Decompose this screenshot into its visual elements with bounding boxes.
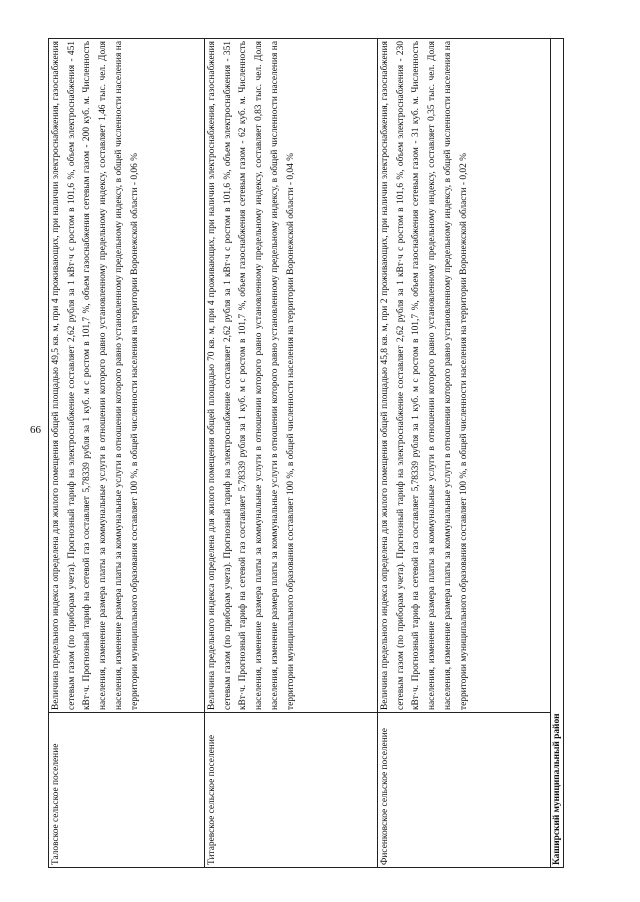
page-number: 66 (30, 424, 41, 436)
rotated-table (48, 38, 594, 868)
settlement-name: Фисенковское сельское поселение (378, 713, 551, 868)
index-description: Величина предельного индекса определена для жилого помещения общей площадью 49,5 кв. м, при 4 проживающих, при наличии электроснабжения, газоснабжения сетевым газом (по приборам учета). Прогнозный тариф на электроснабжение составляет 2,62 рубля за 1 кВт·ч с ростом в 101,6 %, объем электроснабжения - 451 кВт·ч. Прогнозный тариф на сетевой газ составляет 5,78339 рубля за 1 куб. м с ростом в 101,7 %, объем газоснабжения сетевым газом - 200 куб. м. Численность населения, изменение размера платы за коммунальные услуги в отношении которого равно установленному предельному индексу, составляет 1,46 тыс. чел. Доля населения, изменение размера платы за коммунальные услуги в отношении которого равно установленному предельному индексу, в общей численности населения на территории муниципального образования составляет 100 %, в общей численности населения на территории Воронежской области - 0,06 % (49, 39, 205, 713)
index-description: Величина предельного индекса определена для жилого помещения общей площадью 70 кв. м, при 4 проживающих, при наличии электроснабжения, газоснабжения сетевым газом (по приборам учета). Прогнозный тариф на электроснабжение составляет 2,62 рубля за 1 кВт·ч с ростом в 101,6 %, объем электроснабжения - 351 кВт·ч. Прогнозный тариф на сетевой газ составляет 5,78339 рубля за 1 куб. м с ростом в 101,7 %, объем газоснабжения сетевым газом - 62 куб. м. Численность населения, изменение размера платы за коммунальные услуги в отношении которого равно установленному предельному индексу, составляет 0,83 тыс. чел. Доля населения, изменение размера платы за коммунальные услуги в отношении которого равно установленному предельному индексу, в общей численности населения на территории муниципального образования составляет 100 %, в общей численности населения на территории Воронежской области - 0,04 % (205, 39, 378, 713)
rotated-table-frame (48, 38, 594, 868)
district-heading: Каширский муниципальный район (551, 39, 564, 868)
table-row (205, 39, 378, 868)
table-row (378, 39, 551, 868)
settlement-name: Титаревское сельское поселение (205, 713, 378, 868)
table-row (551, 39, 564, 868)
index-description: Величина предельного индекса определена для жилого помещения общей площадью 45,8 кв. м, при 2 проживающих, при наличии электроснабжения, газоснабжения сетевым газом (по приборам учета). Прогнозный тариф на электроснабжение составляет 2,62 рубля за 1 кВт·ч с ростом в 101,6 %, объем электроснабжения - 230 кВт·ч. Прогнозный тариф на сетевой газ составляет 5,78339 рубля за 1 куб. м с ростом в 101,7 %, объем газоснабжения сетевым газом - 31 куб. м. Численность населения, изменение размера платы за коммунальные услуги в отношении которого равно установленному предельному индексу, составляет 0,35 тыс. чел. Доля населения, изменение размера платы за коммунальные услуги в отношении которого равно установленному предельному индексу, в общей численности населения на территории муниципального образования составляет 100 %, в общей численности населения на территории Воронежской области - 0,02 % (378, 39, 551, 713)
settlement-name: Таловское сельское поселение (49, 713, 205, 868)
table-row (49, 39, 205, 868)
settlements-table (48, 38, 564, 868)
